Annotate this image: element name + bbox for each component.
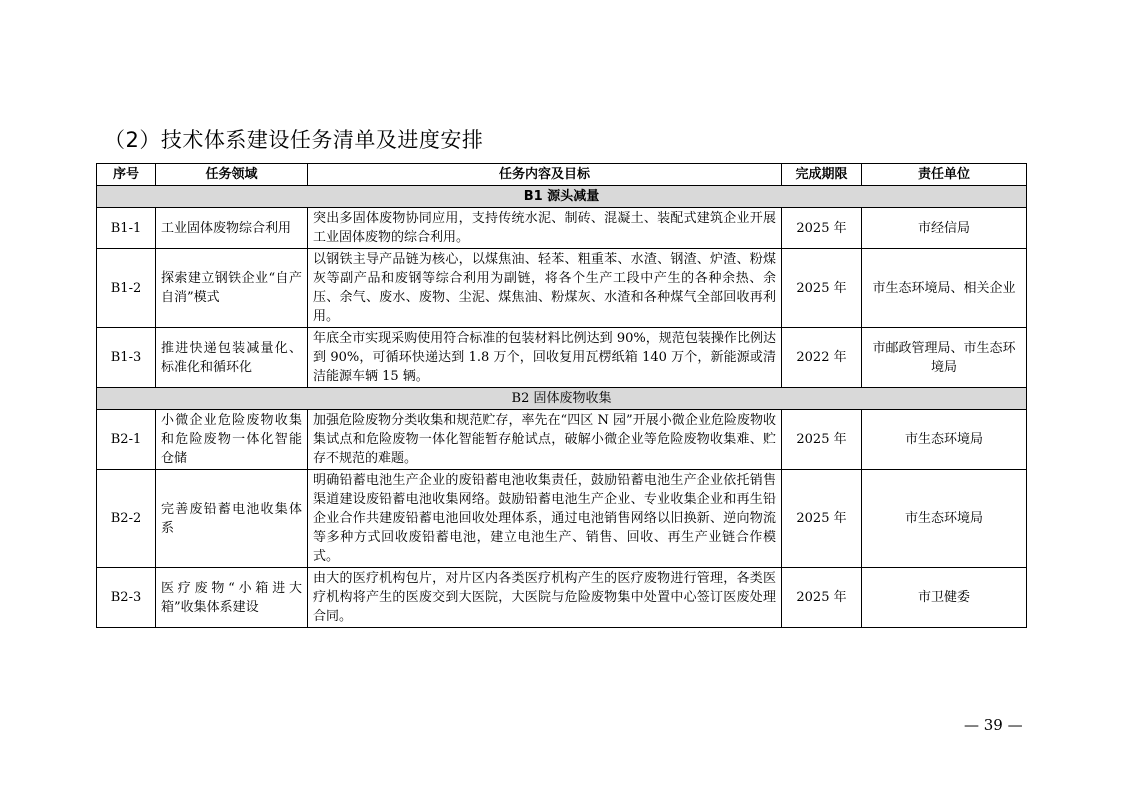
task-deadline: 2025 年: [782, 208, 862, 249]
task-code: B1-3: [97, 328, 156, 388]
task-deadline: 2022 年: [782, 328, 862, 388]
table-row: [97, 470, 1027, 568]
task-domain: 探索建立钢铁企业“自产自消”模式: [156, 249, 308, 328]
task-deadline: 2025 年: [782, 410, 862, 470]
section-title: B1 源头减量: [97, 186, 1027, 208]
header-content: 任务内容及目标: [308, 164, 782, 186]
table-row: [97, 208, 1027, 249]
task-code: B2-3: [97, 568, 156, 628]
header-code: 序号: [97, 164, 156, 186]
task-table: [96, 163, 1027, 628]
table-row: [97, 410, 1027, 470]
header-domain: 任务领域: [156, 164, 308, 186]
task-code: B2-2: [97, 470, 156, 568]
page-number: — 39 —: [964, 716, 1023, 734]
task-deadline: 2025 年: [782, 470, 862, 568]
table-row: [97, 568, 1027, 628]
table-row: [97, 328, 1027, 388]
task-code: B1-1: [97, 208, 156, 249]
table-row: [97, 249, 1027, 328]
task-domain: 小微企业危险废物收集和危险废物一体化智能仓储: [156, 410, 308, 470]
task-domain: 推进快递包装减量化、标准化和循环化: [156, 328, 308, 388]
task-domain: 完善废铅蓄电池收集体系: [156, 470, 308, 568]
task-content: 年底全市实现采购使用符合标准的包装材料比例达到 90%，规范包装操作比例达到 90%，可循环快递达到 1.8 万个，回收复用瓦楞纸箱 140 万个，新能源或清洁能源车辆 15 辆。: [308, 328, 782, 388]
task-domain: 工业固体废物综合利用: [156, 208, 308, 249]
section-row-b1: [97, 186, 1027, 208]
header-deadline: 完成期限: [782, 164, 862, 186]
task-deadline: 2025 年: [782, 249, 862, 328]
task-content: 明确铅蓄电池生产企业的废铅蓄电池收集责任，鼓励铅蓄电池生产企业依托销售渠道建设废铅蓄电池收集网络。鼓励铅蓄电池生产企业、专业收集企业和再生铅企业合作共建废铅蓄电池回收处理体系，通过电池销售网络以旧换新、逆向物流等多种方式回收废铅蓄电池，建立电池生产、销售、回收、再生产业链合作模式。: [308, 470, 782, 568]
task-domain: 医疗废物“小箱进大箱”收集体系建设: [156, 568, 308, 628]
task-owner: 市邮政管理局、市生态环境局: [862, 328, 1027, 388]
section-title: B2 固体废物收集: [97, 388, 1027, 410]
task-owner: 市经信局: [862, 208, 1027, 249]
section-heading: （2）技术体系建设任务清单及进度安排: [104, 128, 484, 152]
task-owner: 市卫健委: [862, 568, 1027, 628]
task-owner: 市生态环境局、相关企业: [862, 249, 1027, 328]
task-owner: 市生态环境局: [862, 410, 1027, 470]
table-header-row: [97, 164, 1027, 186]
task-deadline: 2025 年: [782, 568, 862, 628]
section-row-b2: [97, 388, 1027, 410]
task-owner: 市生态环境局: [862, 470, 1027, 568]
task-code: B2-1: [97, 410, 156, 470]
header-owner: 责任单位: [862, 164, 1027, 186]
task-code: B1-2: [97, 249, 156, 328]
task-content: 加强危险废物分类收集和规范贮存，率先在“四区 N 园”开展小微企业危险废物收集试点和危险废物一体化智能暂存舱试点，破解小微企业等危险废物收集难、贮存不规范的难题。: [308, 410, 782, 470]
task-content: 以钢铁主导产品链为核心，以煤焦油、轻苯、粗重苯、水渣、钢渣、炉渣、粉煤灰等副产品和废钢等综合利用为副链，将各个生产工段中产生的各种余热、余压、余气、废水、废物、尘泥、煤焦油、粉煤灰、水渣和各种煤气全部回收再利用。: [308, 249, 782, 328]
task-content: 突出多固体废物协同应用，支持传统水泥、制砖、混凝土、装配式建筑企业开展工业固体废物的综合利用。: [308, 208, 782, 249]
task-content: 由大的医疗机构包片，对片区内各类医疗机构产生的医疗废物进行管理，各类医疗机构将产生的医废交到大医院，大医院与危险废物集中处置中心签订医废处理合同。: [308, 568, 782, 628]
